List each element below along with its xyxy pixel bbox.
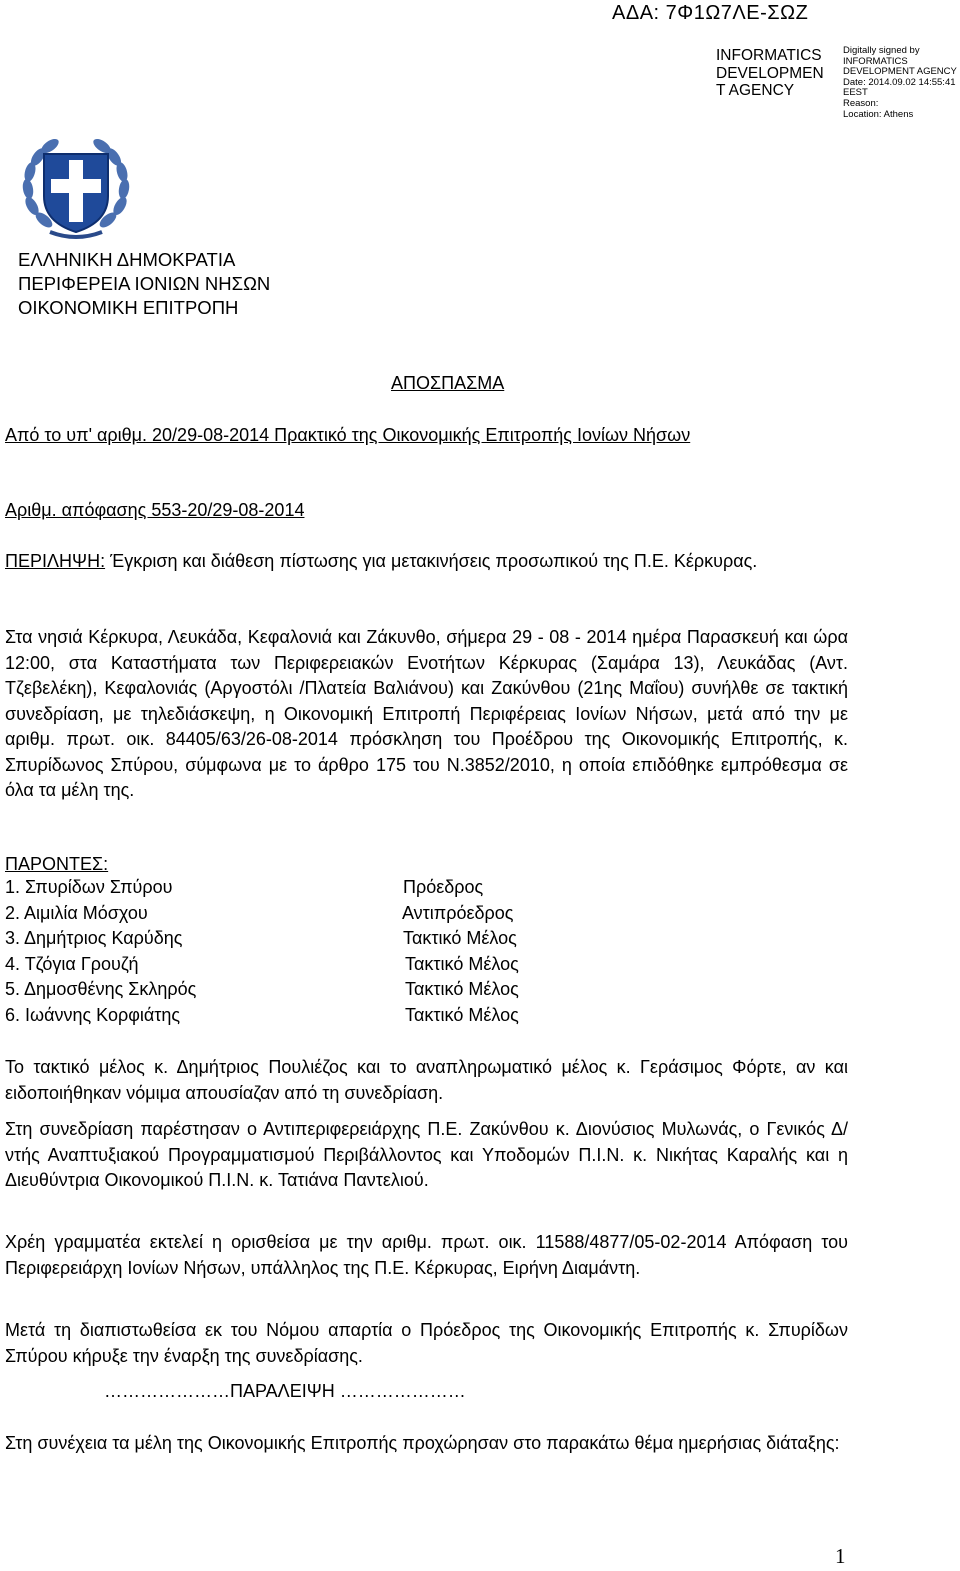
attendee-role: Τακτικό Μέλος <box>403 928 517 948</box>
guests-paragraph: Στη συνεδρίαση παρέστησαν ο Αντιπεριφερειάρχης Π.Ε. Ζακύνθου κ. Διονύσιος Μυλωνάς, ο Γενικός Δ/ντής Αναπτυξιακού Προγραμματισμού Περιβάλλοντος και Υποδομών Π.Ι.Ν. κ. Νικήτας Καραλής και η Διευθύντρια Οικονομικού Π.Ι.Ν. κ. Τατιάνα Παντελιού. <box>5 1119 848 1190</box>
summary-label: ΠΕΡΙΛΗΨΗ: <box>5 551 106 571</box>
attendee-name: 3. Δημήτριος Καρύδης <box>5 928 183 948</box>
attendee-name: 5. Δημοσθένης Σκληρός <box>5 979 197 999</box>
secretary-paragraph: Χρέη γραμματέα εκτελεί η ορισθείσα με την αριθμ. πρωτ. οικ. 11588/4877/05-02-2014 Απόφαση του Περιφερειάρχη Ιονίων Νήσων, υπάλληλος της Π.Ε. Κέρκυρας, Ειρήνη Διαμάντη. <box>5 1232 848 1278</box>
minutes-reference: Από το υπ' αριθμ. 20/29-08-2014 Πρακτικό της Οικονομικής Επιτροπής Ιονίων Νήσων <box>5 425 691 445</box>
signature-detail-line: Digitally signed by <box>843 45 920 56</box>
header-country: ΕΛΛΗΝΙΚΗ ΔΗΜΟΚΡΑΤΙΑ <box>18 249 236 270</box>
summary-text: Έγκριση και διάθεση πίστωσης για μετακινήσεις προσωπικού της Π.Ε. Κέρκυρας. <box>105 551 758 571</box>
signature-name-line: INFORMATICS <box>716 47 822 64</box>
attendee-role: Τακτικό Μέλος <box>405 954 519 974</box>
attendee-role: Τακτικό Μέλος <box>405 979 519 999</box>
digital-signature-details <box>843 46 957 120</box>
signature-detail-line: Date: 2014.09.02 14:55:41 <box>843 76 956 88</box>
attendee-name: 1. Σπυρίδων Σπύρου <box>5 877 173 897</box>
signature-detail-line: Location: Athens <box>843 108 914 120</box>
attendee-role: Τακτικό Μέλος <box>405 1005 519 1025</box>
attendee-name: 2. Αιμιλία Μόσχου <box>5 903 148 923</box>
page-number: 1 <box>835 1544 846 1568</box>
signature-detail-line: Reason: <box>843 97 879 109</box>
header-committee: ΟΙΚΟΝΟΜΙΚΗ ΕΠΙΤΡΟΠΗ <box>18 297 239 318</box>
header-region: ΠΕΡΙΦΕΡΕΙΑ ΙΟΝΙΩΝ ΝΗΣΩΝ <box>18 273 271 294</box>
decision-number: Αριθμ. απόφασης 553-20/29-08-2014 <box>5 500 305 520</box>
quorum-paragraph: Μετά τη διαπιστωθείσα εκ του Νόμου απαρτία ο Πρόεδρος της Οικονομικής Επιτροπής κ. Σπυρίδων Σπύρου κήρυξε την έναρξη της συνεδρίασης. <box>5 1320 848 1366</box>
attendee-role: Αντιπρόεδρος <box>402 903 514 923</box>
attendee-role: Πρόεδρος <box>403 877 484 897</box>
closing-paragraph: Στη συνέχεια τα μέλη της Οικονομικής Επιτροπής προχώρησαν στο παρακάτω θέμα ημερήσιας διάταξης: <box>5 1433 840 1453</box>
signature-detail-line: DEVELOPMENT AGENCY <box>843 66 957 78</box>
signature-detail-line: EEST <box>843 87 868 99</box>
present-label: ΠΑΡΟΝΤΕΣ: <box>5 854 109 874</box>
attendee-name: 6. Ιωάννης Κορφιάτης <box>5 1005 181 1025</box>
digital-signature-name <box>716 47 824 100</box>
signature-name-line: DEVELOPMEN <box>716 64 824 82</box>
greek-coat-of-arms-icon <box>20 134 132 244</box>
document-title: ΑΠΟΣΠΑΣΜΑ <box>391 373 505 393</box>
ada-number: ΑΔΑ: 7Φ1Ω7ΛΕ-ΣΩΖ <box>612 2 809 24</box>
issuer-header <box>18 248 270 320</box>
signature-detail-line: INFORMATICS <box>843 55 908 67</box>
intro-paragraph: Στα νησιά Κέρκυρα, Λευκάδα, Κεφαλονιά και Ζάκυνθο, σήμερα 29 - 08 - 2014 ημέρα Παρασκευή και ώρα 12:00, στα Καταστήματα των Περιφερειακών Ενοτήτων Κέρκυρας (Σαμάρα 13), Λευκάδας (Αντ. Τζεβελέκη), Κεφαλονιάς (Αργοστόλι /Πλατεία Βαλιάνου) και Ζακύνθου (21ης Μαΐου) συνήλθε σε τακτική συνεδρίαση, με τηλεδιάσκεψη, η Οικονομική Επιτροπή Περιφέρειας Ιονίων Νήσων, μετά από την με αριθμ. πρωτ. οικ. 84405/63/26-08-2014 πρόσκληση του Προέδρου της Οικονομικής Επιτροπής, κ. Σπυρίδωνος Σπύρου, σύμφωνα με το άρθρο 175 του Ν.3852/2010, η οποία επιδόθηκε εμπρόθεσμα σε όλα τα μέλη της. <box>5 627 848 800</box>
omission-marker: …………………ΠΑΡΑΛΕΙΨΗ ………………… <box>104 1381 466 1401</box>
signature-name-line: T AGENCY <box>716 82 795 99</box>
attendee-name: 4. Τζόγια Γρουζή <box>5 954 139 974</box>
absent-paragraph: Το τακτικό μέλος κ. Δημήτριος Πουλιέζος και το αναπληρωματικό μέλος κ. Γεράσιμος Φόρτε, αν και ειδοποιήθηκαν νόμιμα απουσίαζαν από τη συνεδρίαση. <box>5 1057 848 1103</box>
summary <box>5 549 848 575</box>
